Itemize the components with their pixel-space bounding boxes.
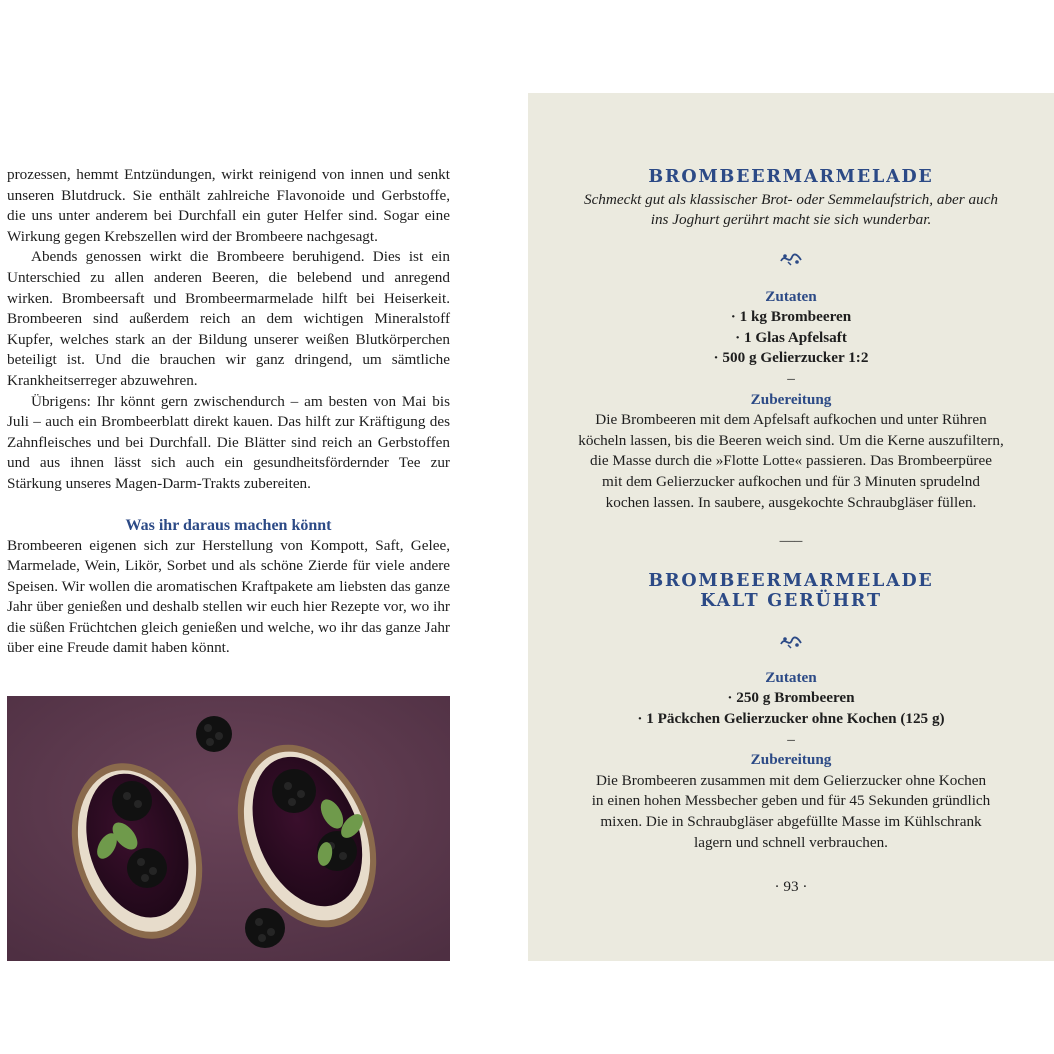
preparation-line: Die Brombeeren zusammen mit dem Gelierzucker ohne Kochen: [595, 771, 987, 789]
recipe-title: BROMBEERMARMELADE: [648, 570, 934, 591]
ingredient-item: · 250 g Brombeeren: [727, 689, 855, 707]
preparation-label: Zubereitung: [750, 751, 832, 769]
recipe-separator: –––: [779, 532, 803, 550]
body-paragraph: Übrigens: Ihr könnt gern zwischendurch – am besten von Mai bis Juli – auch ein Brombeerblatt direkt kauen. Das hilft zur Kräftigung des Zahnfleisches und bei Durchfall. Die Blätter sind reich an Gerbstoffen und aus ihnen lässt sich auch ein gesundheitsfördernder Tee zur Stärkung unseres Magen-Darm-Trakts zubereiten.: [7, 392, 450, 492]
body-paragraph: Brombeeren eigenen sich zur Herstellung von Kompott, Saft, Gelee, Marmelade, Wein, Likör, Sorbet und als schöne Zierde für viele andere Speisen. Wir wollen die aromatischen Kraftpakete am liebsten das ganze Jahr über genießen und deshalb stellen wir euch hier Rezepte vor, wo ihr die süßen Früchtchen gleich genießen und welche, wo ihr das ganze Jahr über eine Freude damit haben könnt.: [7, 536, 450, 657]
dash-divider: –: [787, 730, 795, 748]
preparation-line: köcheln lassen, bis die Beeren weich sind. Um die Kerne auszufiltern,: [578, 431, 1004, 449]
recipe-title: KALT GERÜHRT: [700, 591, 882, 612]
preparation-line: kochen lassen. In saubere, ausgekochte Schraubgläser füllen.: [605, 493, 977, 511]
flourish-icon: [528, 251, 1054, 273]
preparation-line: die Masse durch die »Flotte Lotte« passieren. Das Brombeerpüree: [590, 452, 992, 470]
preparation-line: Die Brombeeren mit dem Apfelsaft aufkochen und unter Rühren: [595, 411, 987, 429]
preparation-line: mixen. Die in Schraubgläser abgefüllte Masse im Kühlschrank: [600, 812, 982, 830]
ingredient-item: · 1 Päckchen Gelierzucker ohne Kochen (125 g): [637, 710, 945, 727]
left-page-text: [7, 165, 450, 659]
ingredients-label: Zutaten: [765, 668, 817, 686]
preparation-label: Zubereitung: [750, 390, 832, 408]
preparation-line: mit dem Gelierzucker aufkochen und für 3 Minuten sprudelnd: [602, 473, 980, 491]
body-paragraph: prozessen, hemmt Entzündungen, wirkt reinigend von innen und senkt unseren Blutdruck. Sie enthält zahlreiche Flavonoide und Gerbstoffe, die uns unter anderem bei Durchfall ein guter Helfer sind. Sogar eine Wirkung gegen Krebszellen wird der Brombeere nachgesagt.: [7, 166, 450, 245]
section-heading: Was ihr daraus machen könnt: [125, 516, 332, 534]
preparation-line: lagern und schnell verbrauchen.: [694, 833, 888, 851]
recipe-panel: [528, 93, 1054, 961]
recipe-content: [528, 93, 1054, 898]
blackberry-toast-photo: [7, 696, 450, 961]
ingredient-item: · 1 kg Brombeeren: [730, 308, 852, 326]
ingredients-label: Zutaten: [765, 287, 817, 305]
recipe-subtitle: ins Joghurt gerührt macht sie sich wunderbar.: [650, 211, 932, 229]
preparation-line: in einen hohen Messbecher geben und für 45 Sekunden gründlich: [591, 792, 991, 810]
flourish-icon: [528, 634, 1054, 656]
ingredient-item: · 1 Glas Apfelsaft: [735, 328, 847, 346]
dash-divider: –: [787, 370, 795, 388]
ingredient-item: · 500 g Gelierzucker 1:2: [713, 349, 869, 367]
body-paragraph: Abends genossen wirkt die Brombeere beruhigend. Dies ist ein Unterschied zu allen anderen Beeren, die belebend und anregend wirken. Brombeersaft und Brombeermarmelade hilft bei Heiserkeit. Brombeeren sind außerdem reich an dem wichtigen Mineralstoff Kupfer, welches stark an der Bildung unserer weißen Blutkörperchen beteiligt ist. Und die brauchen wir ganz dringend, um sämtliche Krankheitserreger abzuwehren.: [7, 248, 450, 389]
photo-illustration: [7, 696, 450, 961]
recipe-title: BROMBEERMARMELADE: [648, 167, 934, 187]
flourish-icon: [779, 251, 803, 267]
recipe-subtitle: Schmeckt gut als klassischer Brot- oder Semmelaufstrich, aber auch: [583, 190, 999, 208]
flourish-icon: [779, 634, 803, 650]
page-number: · 93 ·: [774, 878, 808, 896]
